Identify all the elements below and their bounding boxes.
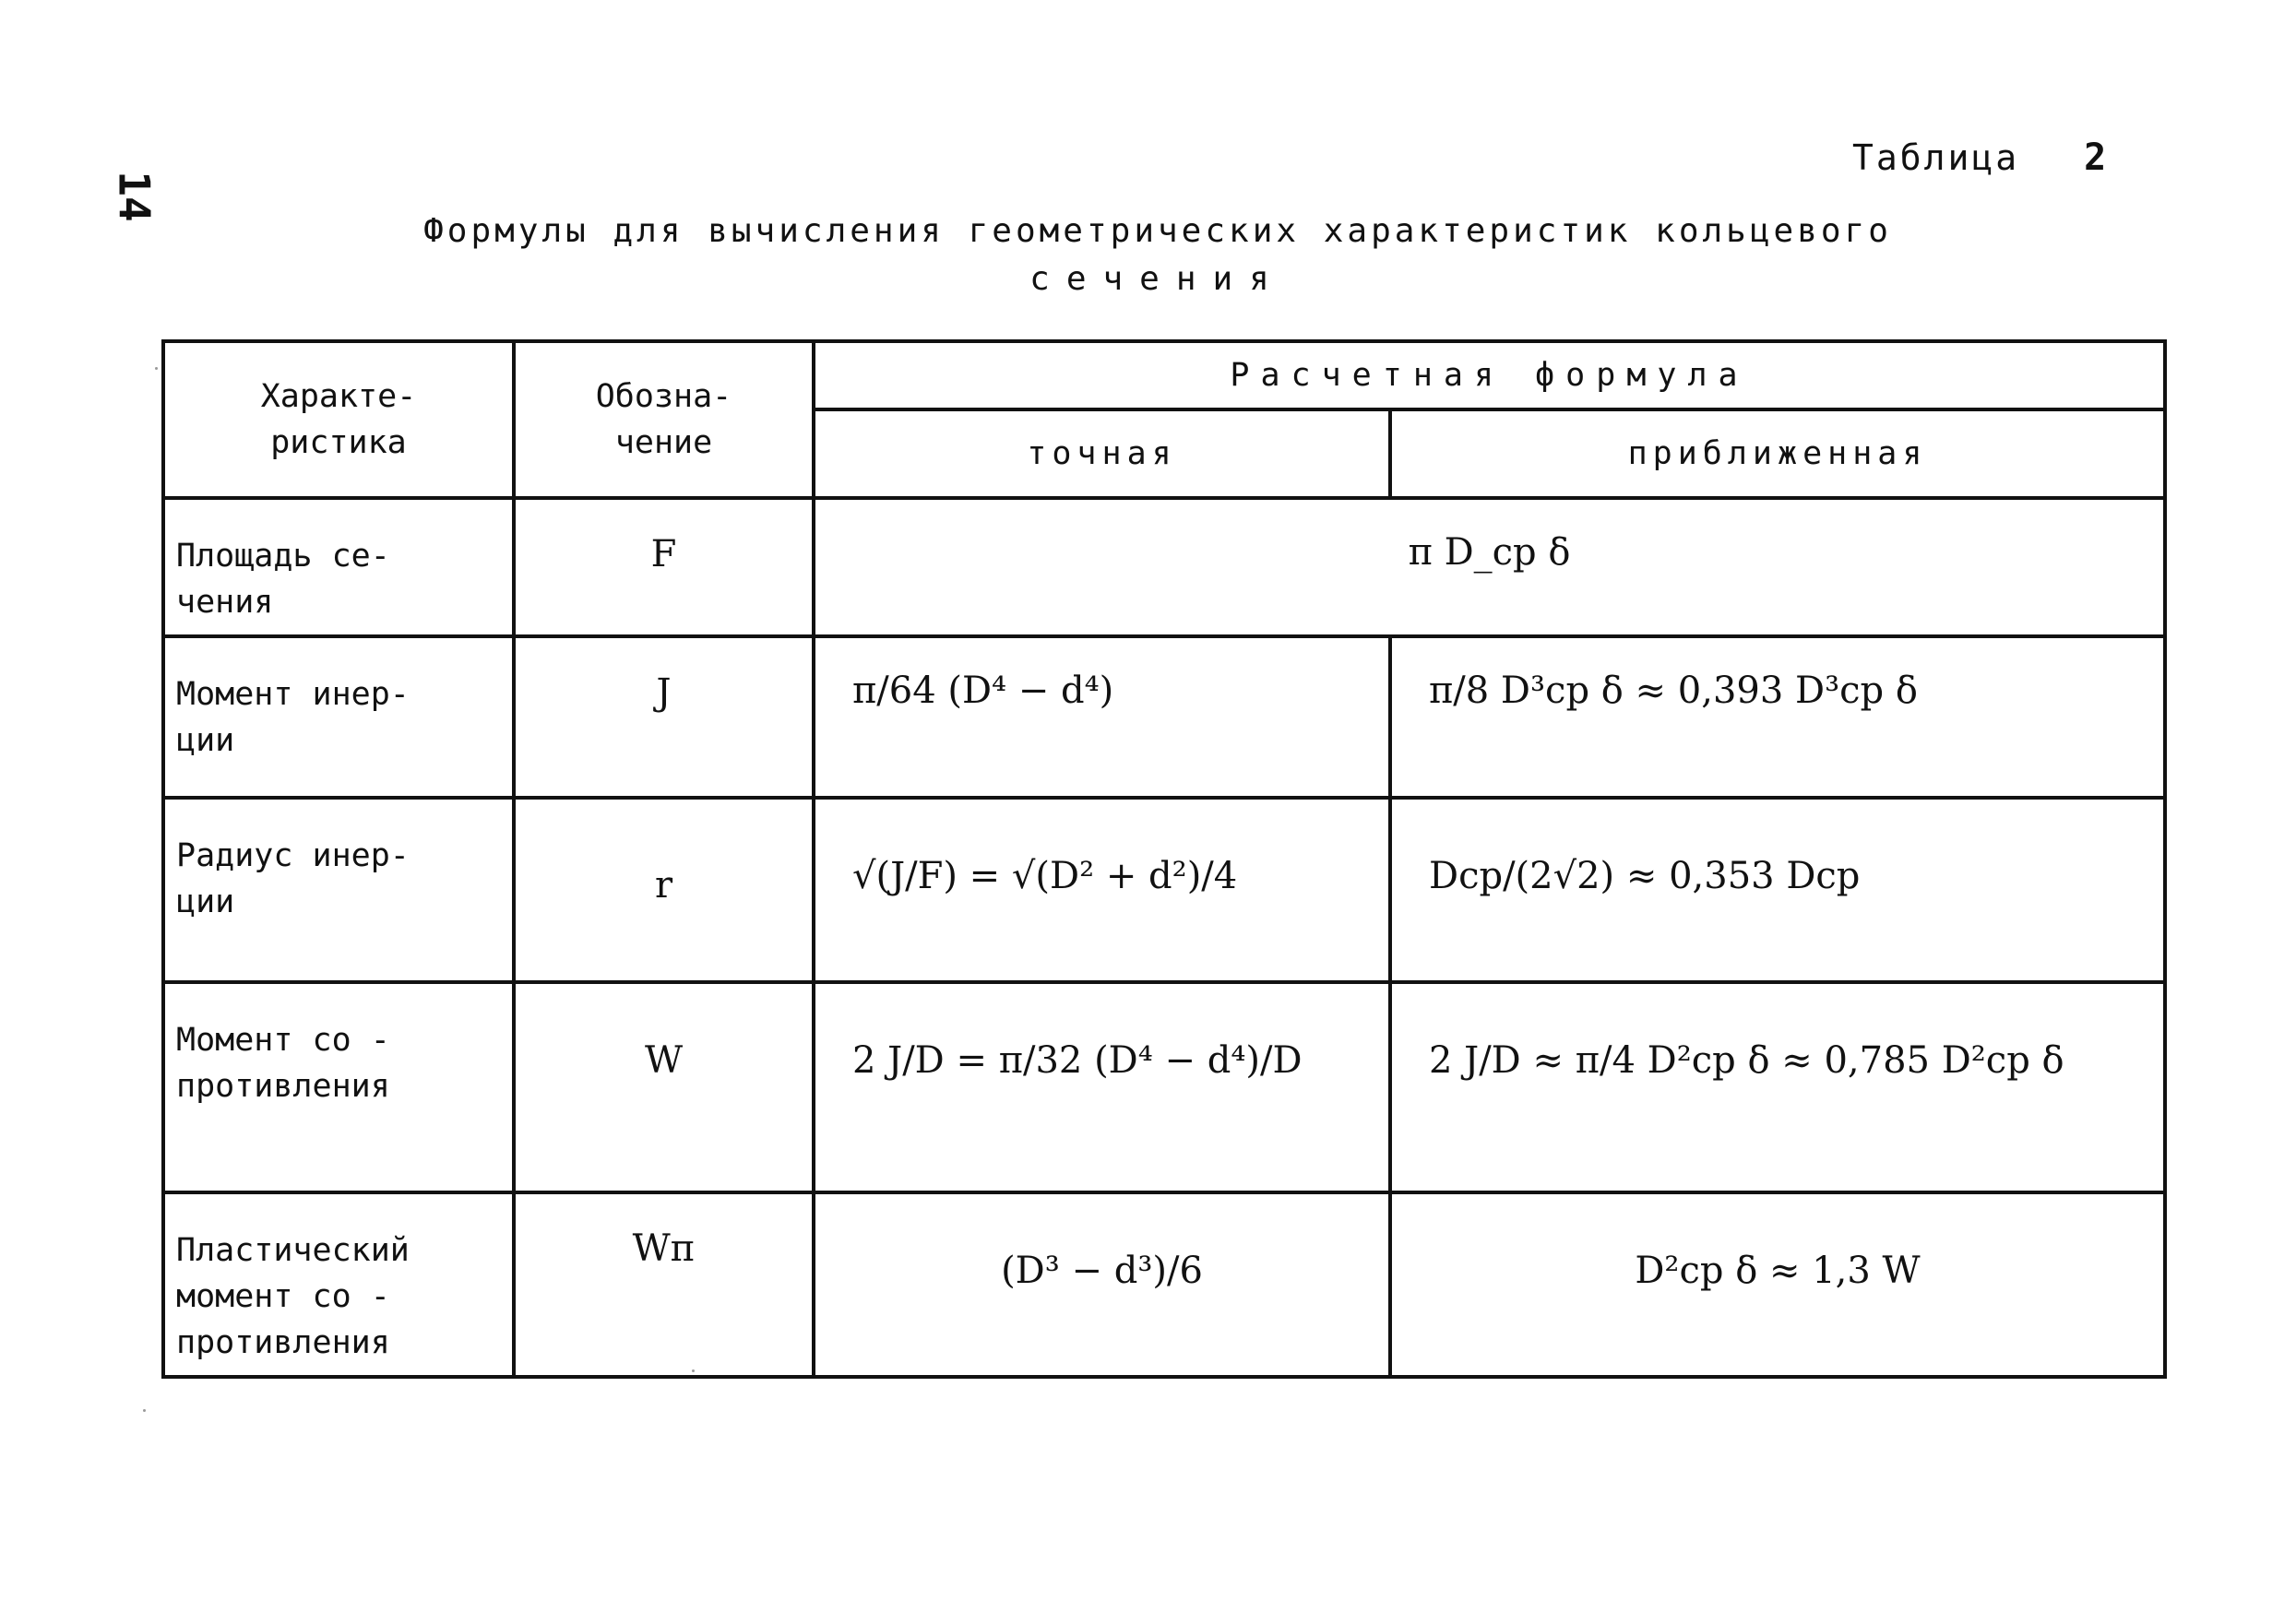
scan-speck	[155, 367, 158, 370]
table-row	[163, 982, 2165, 1192]
row-name: Момент со - противления	[163, 982, 514, 1192]
header-formula: Расчетная формула	[814, 341, 2165, 409]
table-title-line-1: Формулы для вычисления геометрических характеристик кольцевого	[423, 212, 1892, 250]
row-symbol: r	[514, 798, 814, 982]
table-row	[163, 1192, 2165, 1377]
row-name: Радиус инер- ции	[163, 798, 514, 982]
header-approx: приближенная	[1390, 409, 2165, 498]
formula-plastic-exact: (D³ − d³)/6	[814, 1192, 1390, 1377]
header-characteristic: Характе- ристика	[163, 341, 514, 498]
row-symbol: W	[514, 982, 814, 1192]
formula-radius-approx: Dср/(2√2) ≈ 0,353 Dср	[1390, 798, 2165, 982]
formula-area-text: π D_ср δ	[1408, 531, 1571, 574]
row-name: Площадь се- чения	[163, 498, 514, 636]
formula-section-modulus-exact: 2 J/D = π/32 (D⁴ − d⁴)/D	[814, 982, 1390, 1192]
table-caption-label: Таблица	[1852, 137, 2020, 178]
row-name: Пластический момент со - противления	[163, 1192, 514, 1377]
table-caption	[1852, 136, 2109, 179]
header-symbol: Обозна- чение	[514, 341, 814, 498]
scan-speck	[692, 1369, 695, 1372]
formula-section-modulus-approx: 2 J/D ≈ π/4 D²ср δ ≈ 0,785 D²ср δ	[1390, 982, 2165, 1192]
formula-radius-exact: √(J/F) = √(D² + d²)/4	[814, 798, 1390, 982]
scan-speck	[143, 1409, 146, 1412]
formula-inertia-exact: π/64 (D⁴ − d⁴)	[814, 636, 1390, 798]
table-row	[163, 798, 2165, 982]
row-symbol: J	[514, 636, 814, 798]
formula-table	[161, 339, 2167, 1379]
row-name: Момент инер- ции	[163, 636, 514, 798]
header-exact: точная	[814, 409, 1390, 498]
table-row	[163, 498, 2165, 636]
row-symbol: Wп	[514, 1192, 814, 1377]
formula-inertia-approx: π/8 D³ср δ ≈ 0,393 D³ср δ	[1390, 636, 2165, 798]
row-symbol: F	[514, 498, 814, 636]
formula-area	[814, 498, 2165, 636]
formula-plastic-approx: D²ср δ ≈ 1,3 W	[1390, 1192, 2165, 1377]
table-title-line-2: сечения	[1029, 260, 1286, 298]
page-number: 14	[109, 171, 160, 222]
table-row	[163, 636, 2165, 798]
table-caption-number: 2	[2084, 136, 2110, 179]
